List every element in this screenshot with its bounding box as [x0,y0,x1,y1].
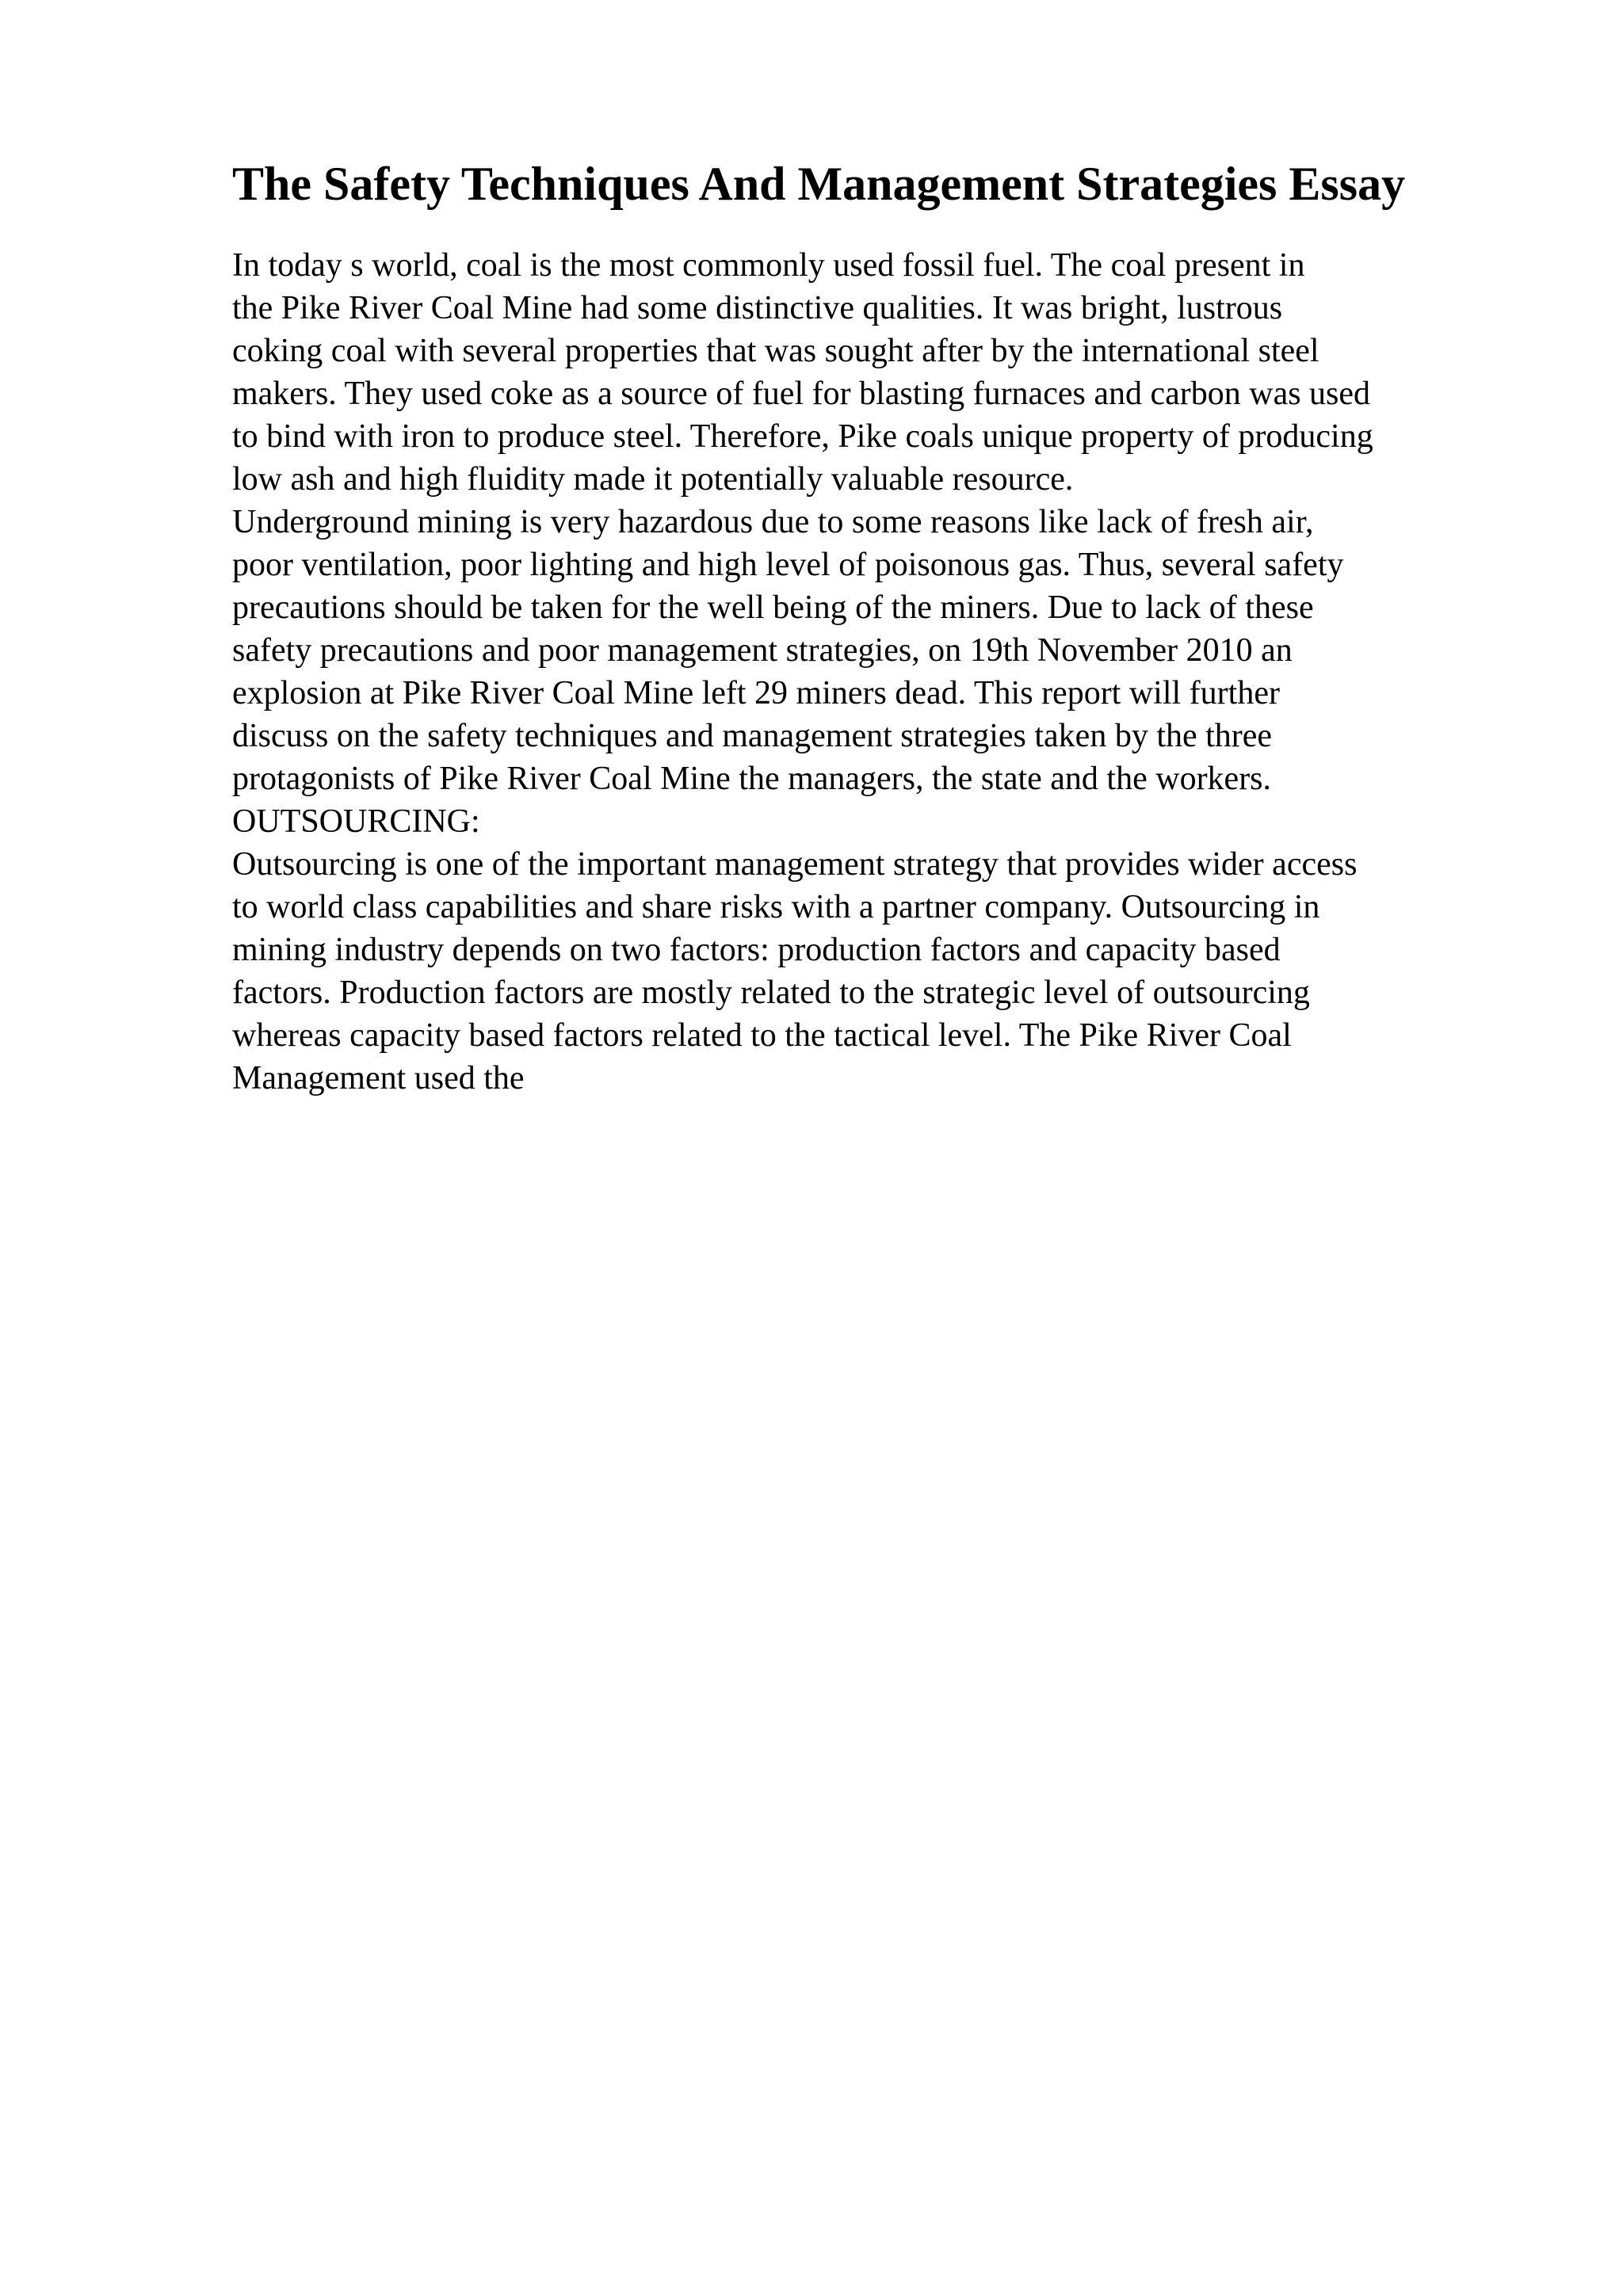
text-line: discuss on the safety techniques and management strategies taken by the three [232,718,1273,754]
document-title: The Safety Techniques And Management Strategies Essay [232,158,1406,210]
text-line: makers. They used coke as a source of fuel for blasting furnaces and carbon was used [232,376,1371,412]
text-line: to world class capabilities and share risks with a partner company. Outsourcing in [232,889,1320,925]
text-line: explosion at Pike River Coal Mine left 29 miners dead. This report will further [232,675,1280,711]
text-line: whereas capacity based factors related to the tactical level. The Pike River Coal [232,1017,1292,1054]
text-line: precautions should be taken for the well being of the miners. Due to lack of these [232,589,1314,626]
text-line: protagonists of Pike River Coal Mine the managers, the state and the workers. [232,761,1272,797]
text-line: Management used the [232,1060,525,1097]
text-line: In today s world, coal is the most commonly used fossil fuel. The coal present in [232,247,1305,284]
text-line: low ash and high fluidity made it potentially valuable resource. [232,461,1074,498]
text-line: mining industry depends on two factors: production factors and capacity based [232,932,1281,968]
document-body [232,244,1532,1100]
text-line: factors. Production factors are mostly related to the strategic level of outsourcing [232,974,1310,1011]
text-line: Outsourcing is one of the important management strategy that provides wider access [232,846,1358,883]
text-line: safety precautions and poor management strategies, on 19th November 2010 an [232,632,1293,669]
text-line: to bind with iron to produce steel. Therefore, Pike coals unique property of producing [232,418,1373,455]
text-line: poor ventilation, poor lighting and high level of poisonous gas. Thus, several safety [232,547,1344,583]
text-line: coking coal with several properties that was sought after by the international steel [232,333,1319,369]
text-line: Underground mining is very hazardous due to some reasons like lack of fresh air, [232,504,1314,540]
text-line: the Pike River Coal Mine had some distinctive qualities. It was bright, lustrous [232,290,1283,326]
section-heading-outsourcing: OUTSOURCING: [232,803,480,840]
